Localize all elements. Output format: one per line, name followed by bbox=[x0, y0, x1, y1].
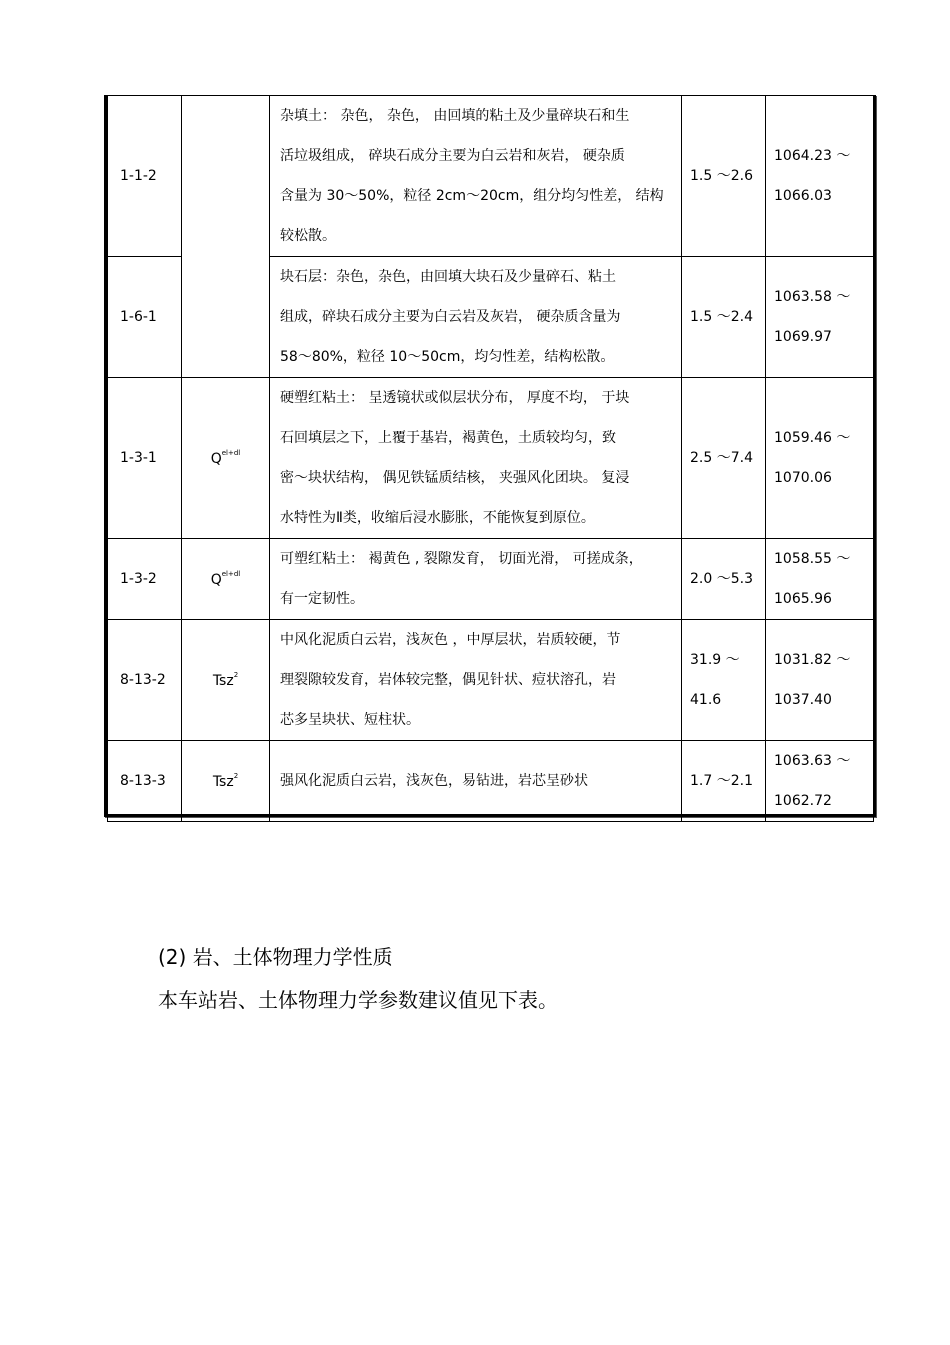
layer-description bbox=[270, 378, 682, 539]
thickness bbox=[682, 741, 766, 822]
elevation bbox=[766, 539, 874, 620]
thickness-line: 1.5 ～2.4 bbox=[690, 309, 753, 325]
elevation bbox=[766, 620, 874, 741]
table-row bbox=[108, 620, 874, 741]
desc-line: 组成，碎块石成分主要为白云岩及灰岩， 硬杂质含量为 bbox=[280, 309, 621, 325]
strata-table-body bbox=[108, 96, 874, 822]
layer-code: 1-3-1 bbox=[108, 378, 182, 539]
geologic-age bbox=[182, 620, 270, 741]
elevation bbox=[766, 378, 874, 539]
thickness bbox=[682, 620, 766, 741]
thickness bbox=[682, 539, 766, 620]
thickness bbox=[682, 257, 766, 378]
layer-code: 8-13-2 bbox=[108, 620, 182, 741]
desc-line: 硬塑红粘土： 呈透镜状或似层状分布， 厚度不均， 于块 bbox=[280, 390, 630, 406]
layer-code: 8-13-3 bbox=[108, 741, 182, 822]
elevation bbox=[766, 741, 874, 822]
age-superscript: el+dl bbox=[221, 570, 241, 578]
desc-line: 杂填土： 杂色， 杂色， 由回填的粘土及少量碎块石和生 bbox=[280, 108, 630, 124]
layer-description bbox=[270, 96, 682, 257]
desc-line: 可塑红粘土： 褐黄色 , 裂隙发育， 切面光滑， 可搓成条， bbox=[280, 551, 643, 567]
elevation-line: 1063.63 ～ bbox=[774, 753, 851, 769]
thickness-line: 1.7 ～2.1 bbox=[690, 773, 753, 789]
layer-description bbox=[270, 741, 682, 822]
table-row bbox=[108, 539, 874, 620]
strata-table-container bbox=[104, 95, 876, 817]
layer-description bbox=[270, 257, 682, 378]
age-symbol: Tsz bbox=[212, 673, 234, 689]
age-symbol: Q bbox=[210, 572, 222, 588]
desc-line: 有一定韧性。 bbox=[280, 591, 364, 607]
desc-line: 密～块状结构， 偶见铁锰质结核， 夹强风化团块。 复浸 bbox=[280, 470, 630, 486]
geologic-age bbox=[182, 741, 270, 822]
thickness-line: 41.6 bbox=[690, 692, 722, 708]
desc-line: 石回填层之下，上覆于基岩，褐黄色，土质较均匀，致 bbox=[280, 430, 616, 446]
section-heading: (2) 岩、土体物理力学性质 bbox=[158, 945, 393, 969]
desc-line: 58～80%，粒径 10～50cm，均匀性差，结构松散。 bbox=[280, 349, 615, 365]
thickness-line: 31.9 ～ bbox=[690, 652, 740, 668]
geologic-age bbox=[182, 378, 270, 539]
body-paragraph: 本车站岩、土体物理力学参数建议值见下表。 bbox=[158, 988, 558, 1012]
desc-line: 较松散。 bbox=[280, 228, 336, 244]
elevation-line: 1059.46 ～ bbox=[774, 430, 851, 446]
elevation-line: 1031.82 ～ bbox=[774, 652, 851, 668]
layer-description bbox=[270, 539, 682, 620]
elevation-line: 1066.03 bbox=[774, 188, 832, 204]
thickness-line: 2.0 ～5.3 bbox=[690, 571, 753, 587]
elevation-line: 1058.55 ～ bbox=[774, 551, 851, 567]
geologic-age bbox=[182, 539, 270, 620]
elevation-line: 1063.58 ～ bbox=[774, 289, 851, 305]
elevation-line: 1070.06 bbox=[774, 470, 832, 486]
age-symbol: Q bbox=[210, 451, 222, 467]
elevation-line: 1065.96 bbox=[774, 591, 832, 607]
elevation-line: 1064.23 ～ bbox=[774, 148, 851, 164]
thickness-line: 1.5 ～2.6 bbox=[690, 168, 753, 184]
layer-code: 1-1-2 bbox=[108, 96, 182, 257]
table-row bbox=[108, 741, 874, 822]
elevation-line: 1062.72 bbox=[774, 793, 832, 809]
elevation bbox=[766, 257, 874, 378]
desc-line: 块石层：杂色，杂色，由回填大块石及少量碎石、粘土 bbox=[280, 269, 616, 285]
age-superscript: el+dl bbox=[221, 449, 241, 457]
desc-line: 芯多呈块状、短柱状。 bbox=[280, 712, 420, 728]
desc-line: 强风化泥质白云岩，浅灰色，易钻进，岩芯呈砂状 bbox=[280, 773, 588, 789]
layer-code: 1-3-2 bbox=[108, 539, 182, 620]
age-superscript: 2 bbox=[233, 671, 239, 679]
table-row bbox=[108, 96, 874, 257]
age-superscript: 2 bbox=[233, 772, 239, 780]
table-row bbox=[108, 378, 874, 539]
age-symbol: Tsz bbox=[212, 774, 234, 790]
desc-line: 理裂隙较发育，岩体较完整，偶见针状、痘状溶孔，岩 bbox=[280, 672, 616, 688]
desc-line: 水特性为Ⅱ类，收缩后浸水膨胀，不能恢复到原位。 bbox=[280, 510, 595, 526]
thickness bbox=[682, 378, 766, 539]
thickness bbox=[682, 96, 766, 257]
strata-table bbox=[107, 95, 874, 822]
layer-code: 1-6-1 bbox=[108, 257, 182, 378]
elevation bbox=[766, 96, 874, 257]
thickness-line: 2.5 ～7.4 bbox=[690, 450, 753, 466]
desc-line: 中风化泥质白云岩，浅灰色 ，中厚层状，岩质较硬，节 bbox=[280, 632, 621, 648]
geologic-age bbox=[182, 96, 270, 378]
desc-line: 活垃圾组成， 碎块石成分主要为白云岩和灰岩， 硬杂质 bbox=[280, 148, 625, 164]
layer-description bbox=[270, 620, 682, 741]
elevation-line: 1037.40 bbox=[774, 692, 832, 708]
desc-line: 含量为 30～50%，粒径 2cm～20cm，组分均匀性差， 结构 bbox=[280, 188, 664, 204]
elevation-line: 1069.97 bbox=[774, 329, 832, 345]
